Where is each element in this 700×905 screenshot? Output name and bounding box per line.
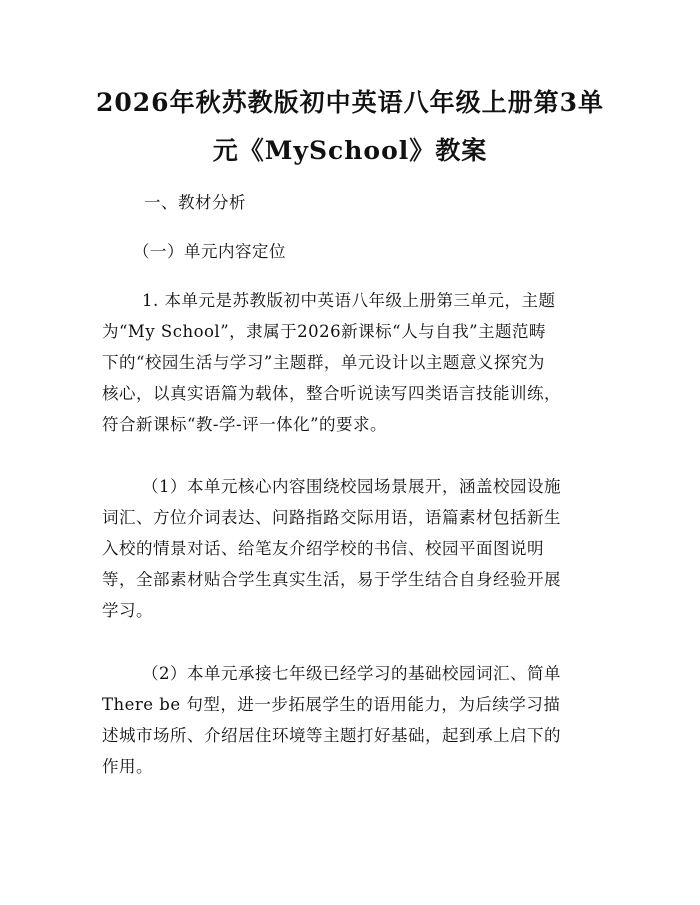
paragraph-2 (102, 471, 602, 626)
document-title-line-1: 2026年秋苏教版初中英语八年级上册第3单 (96, 88, 604, 117)
paragraph-2-line-3: 入校的情景对话、给笔友介绍学校的书信、校园平面图说明 (102, 539, 544, 558)
paragraph-2-line-4: 等，全部素材贴合学生真实生活，易于学生结合自身经验开展 (102, 570, 561, 589)
paragraph-2-line-2: 词汇、方位介词表达、问路指路交际用语，语篇素材包括新生 (102, 508, 561, 527)
paragraph-1-line-4: 核心，以真实语篇为载体，整合听说读写四类语言技能训练， (102, 384, 561, 403)
paragraph-3-line-1: （2）本单元承接七年级已经学习的基础校园词汇、简单 (142, 664, 561, 683)
paragraph-1-line-2: 为“My School”，隶属于2026新课标“人与自我”主题范畴 (102, 322, 547, 341)
paragraph-1 (102, 285, 602, 440)
paragraph-1-line-5: 符合新课标“教-学-评一体化”的要求。 (102, 415, 388, 434)
document-title-line-2: 元《MySchool》教案 (212, 136, 488, 165)
paragraph-3-line-2: There be 句型，进一步拓展学生的语用能力，为后续学习描 (102, 695, 561, 714)
paragraph-1-line-3: 下的“校园生活与学习”主题群，单元设计以主题意义探究为 (102, 353, 545, 372)
paragraph-3-line-3: 述城市场所、介绍居住环境等主题打好基础，起到承上启下的 (102, 726, 561, 745)
paragraph-3 (102, 658, 602, 782)
section-heading: 一、教材分析 (144, 193, 246, 212)
paragraph-2-line-1: （1）本单元核心内容围绕校园场景展开，涵盖校园设施 (142, 477, 561, 496)
paragraph-2-line-5: 学习。 (102, 601, 153, 620)
paragraph-3-line-4: 作用。 (102, 757, 153, 776)
paragraph-1-line-1: 1. 本单元是苏教版初中英语八年级上册第三单元，主题 (142, 291, 556, 310)
subsection-heading: （一）单元内容定位 (133, 242, 286, 261)
